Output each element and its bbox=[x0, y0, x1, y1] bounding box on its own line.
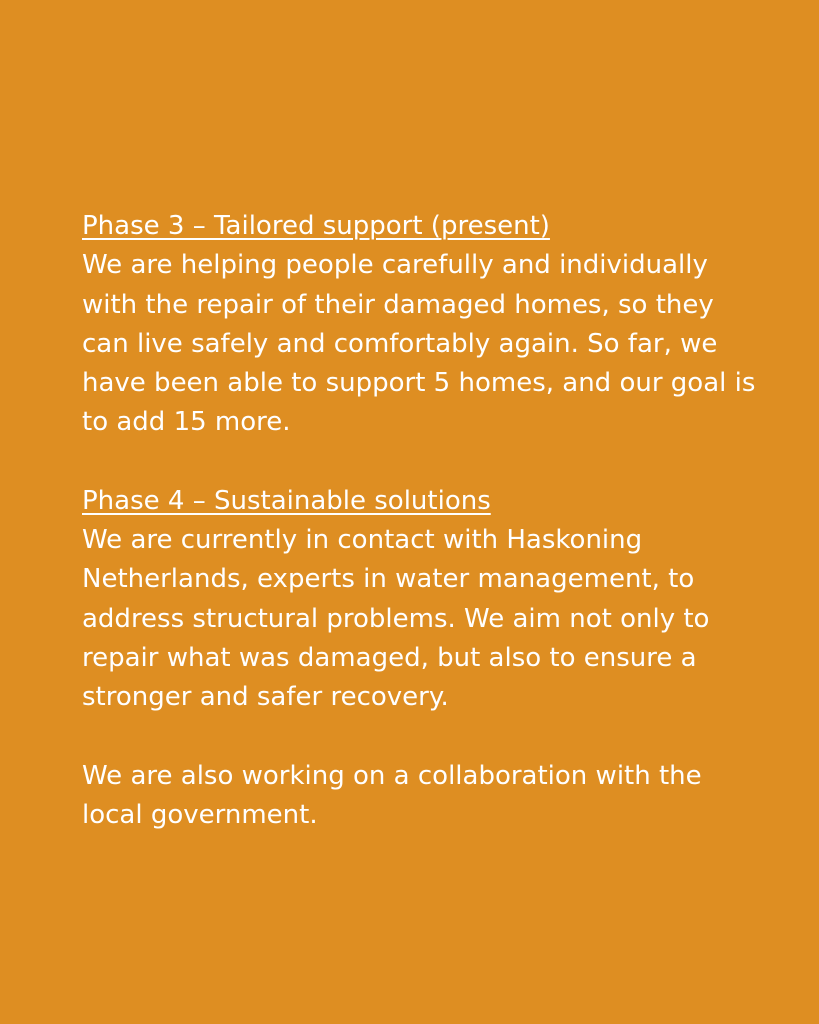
phase-3-body: We are helping people carefully and individually with the repair of their damaged homes, so they can live safely and comfortably again. So far, we have been able to support 5 homes, and our goal is to add 15 more. bbox=[82, 250, 756, 438]
phase-4-section bbox=[82, 482, 759, 718]
phase-4-body: We are currently in contact with Haskoning Netherlands, experts in water management, to address structural problems. We aim not only to repair what was damaged, but also to ensure a stronger and safer recovery. bbox=[82, 525, 710, 713]
closing-section bbox=[82, 757, 759, 836]
phase-4-heading: Phase 4 – Sustainable solutions bbox=[82, 485, 491, 516]
closing-body: We are also working on a collaboration with the local government. bbox=[82, 760, 702, 830]
section-spacer bbox=[82, 443, 759, 482]
phase-3-heading: Phase 3 – Tailored support (present) bbox=[82, 211, 550, 241]
section-spacer bbox=[82, 718, 759, 757]
phase-3-section bbox=[82, 207, 759, 443]
